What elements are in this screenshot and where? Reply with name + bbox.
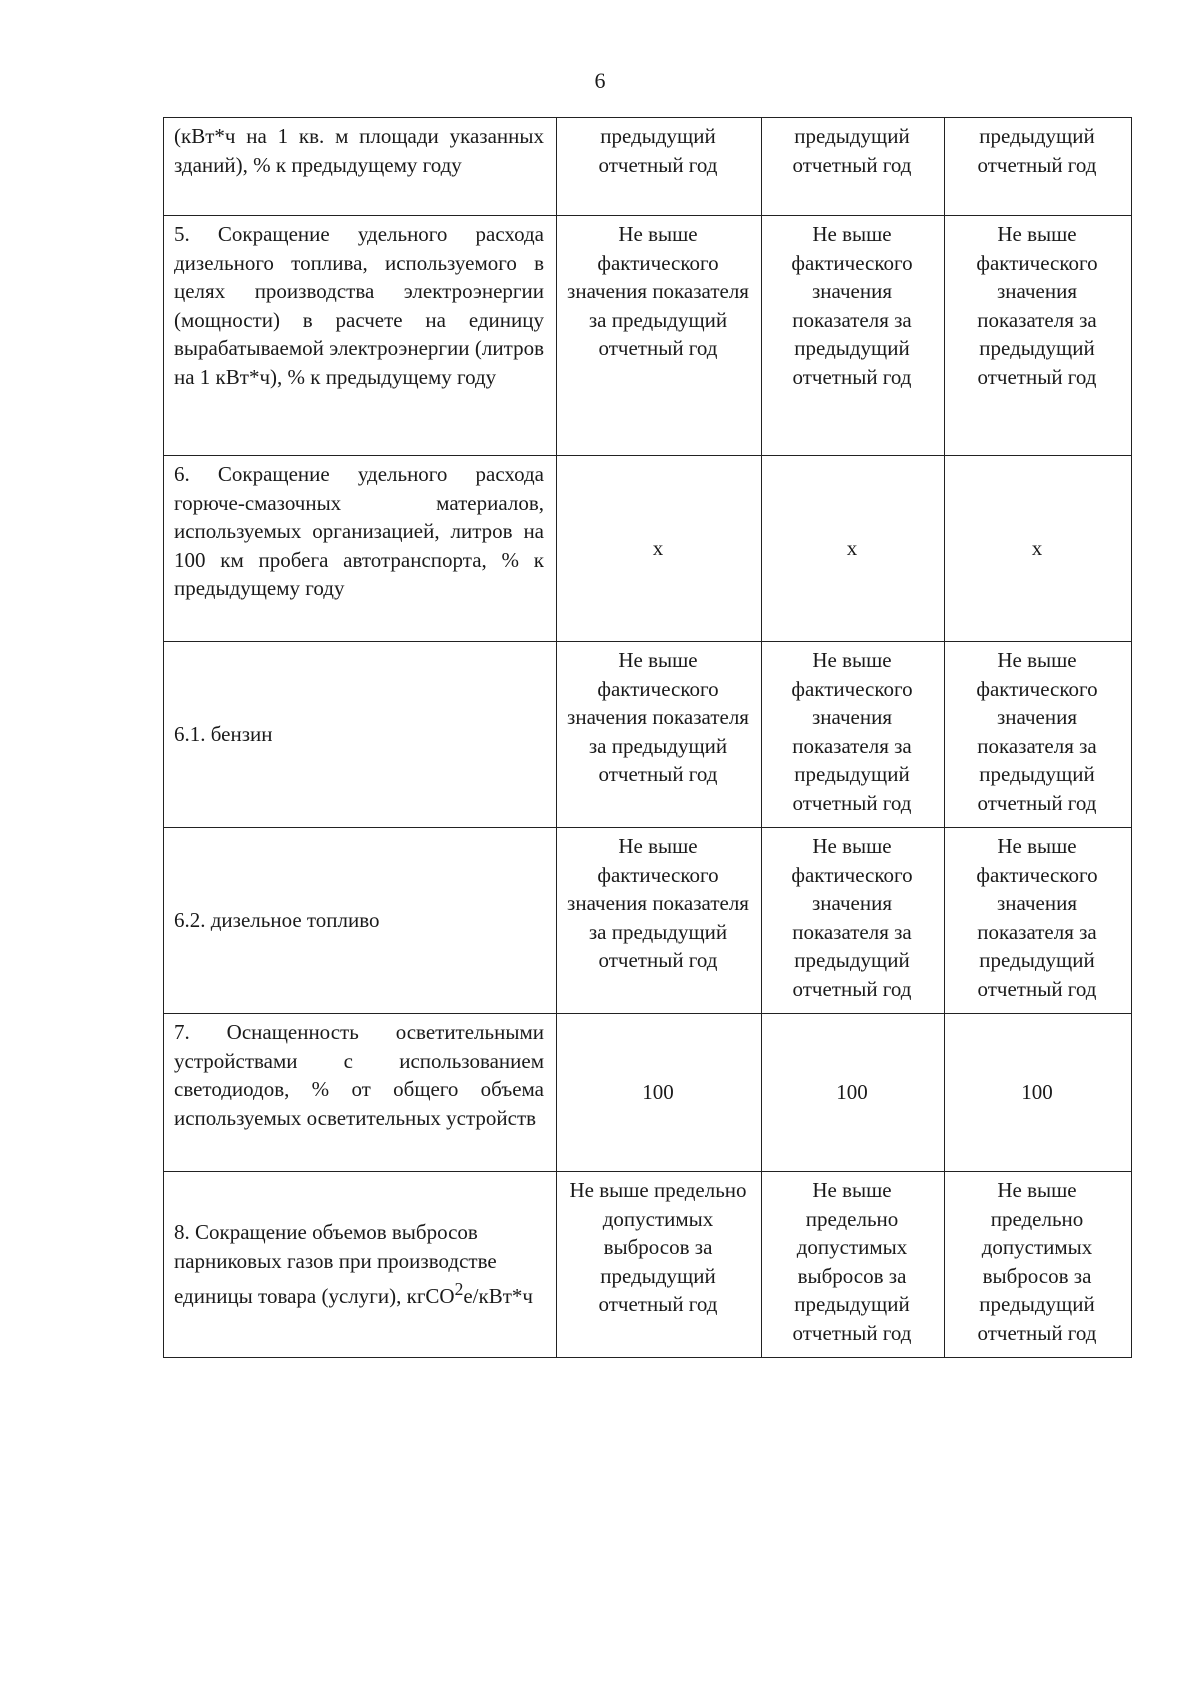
target-cell: x [762,456,945,642]
indicator-superscript: 2 [454,1279,464,1300]
target-cell: 100 [762,1014,945,1172]
target-cell: Не выше фактического значения показателя за предыдущий отчетный год [762,642,945,828]
target-cell: Не выше фактического значения показателя за предыдущий отчетный год [762,216,945,456]
table-row [164,828,1132,1014]
indicator-cell: (кВт*ч на 1 кв. м площади указанных зданий), % к предыдущему году [164,118,557,216]
target-cell: Не выше фактического значения показателя за предыдущий отчетный год [945,828,1132,1014]
target-cell: Не выше фактического значения показателя за предыдущий отчетный год [945,642,1132,828]
table-row [164,216,1132,456]
indicator-cell [164,1172,557,1358]
target-cell: предыдущий отчетный год [762,118,945,216]
target-cell: Не выше фактического значения показателя за предыдущий отчетный год [945,216,1132,456]
indicator-text: 8. Сокращение объемов выбросов парниковых газов при производстве единицы товара (услуги), кгCO [174,1220,497,1309]
table-row [164,1014,1132,1172]
target-cell: 100 [557,1014,762,1172]
indicator-unit: e/кВт*ч [463,1284,533,1309]
target-cell: предыдущий отчетный год [557,118,762,216]
table-row [164,118,1132,216]
table-row [164,642,1132,828]
target-cell: 100 [945,1014,1132,1172]
indicators-table [163,117,1132,1358]
indicator-cell: 5. Сокращение удельного расхода дизельного топлива, используемого в целях производства электроэнергии (мощности) в расчете на единицу вырабатываемой электроэнергии (литров на 1 кВт*ч), % к предыдущему году [164,216,557,456]
table-row [164,456,1132,642]
table-row [164,1172,1132,1358]
target-cell: Не выше предельно допустимых выбросов за предыдущий отчетный год [945,1172,1132,1358]
target-cell: Не выше фактического значения показателя за предыдущий отчетный год [557,216,762,456]
indicator-cell: 7. Оснащенность осветительными устройствами с использованием светодиодов, % от общего объема используемых осветительных устройств [164,1014,557,1172]
target-cell: Не выше предельно допустимых выбросов за предыдущий отчетный год [762,1172,945,1358]
target-cell: Не выше фактического значения показателя за предыдущий отчетный год [557,642,762,828]
target-cell: Не выше фактического значения показателя за предыдущий отчетный год [557,828,762,1014]
target-cell: Не выше предельно допустимых выбросов за предыдущий отчетный год [557,1172,762,1358]
indicator-cell: 6.2. дизельное топливо [164,828,557,1014]
page-number: 6 [594,68,606,93]
target-cell: x [945,456,1132,642]
target-cell: x [557,456,762,642]
target-cell: предыдущий отчетный год [945,118,1132,216]
indicator-cell: 6. Сокращение удельного расхода горюче-смазочных материалов, используемых организацией, литров на 100 км пробега автотранспорта, % к предыдущему году [164,456,557,642]
target-cell: Не выше фактического значения показателя за предыдущий отчетный год [762,828,945,1014]
indicator-cell: 6.1. бензин [164,642,557,828]
